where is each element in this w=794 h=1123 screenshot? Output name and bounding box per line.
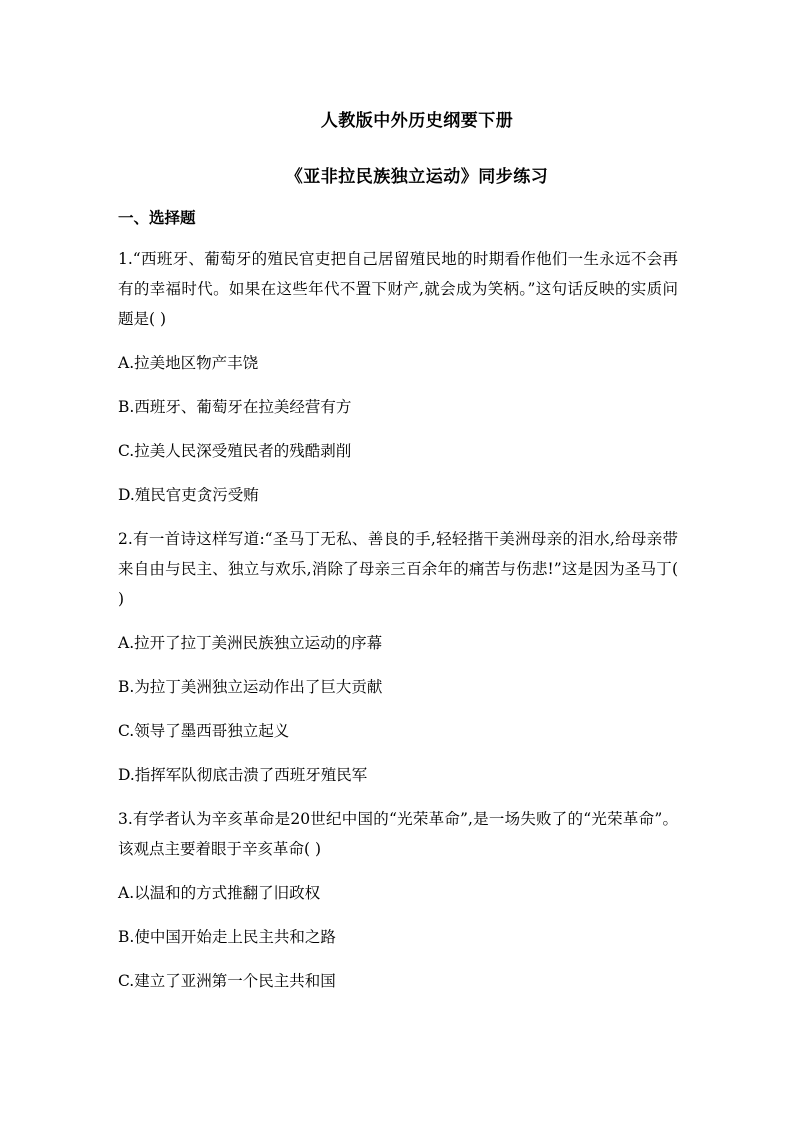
question-3 [118, 804, 678, 996]
question-2 [118, 524, 678, 790]
option-a: A.以温和的方式推翻了旧政权 [118, 884, 321, 902]
option-b: B.西班牙、葡萄牙在拉美经营有方 [118, 398, 352, 416]
option-c: C.拉美人民深受殖民者的残酷剥削 [118, 442, 352, 460]
document-title: 人教版中外历史纲要下册 [320, 111, 514, 131]
option-b: B.为拉丁美洲独立运动作出了巨大贡献 [118, 678, 383, 696]
option-b: B.使中国开始走上民主共和之路 [118, 928, 336, 946]
document-subtitle: 《亚非拉民族独立运动》同步练习 [285, 167, 549, 187]
option-c: C.领导了墨西哥独立起义 [118, 722, 290, 740]
section-heading: 一、选择题 [118, 208, 196, 227]
question-stem: 2.有一首诗这样写道:“圣马丁无私、善良的手,轻轻揩干美洲母亲的泪水,给母亲带来自由与民主、独立与欢乐,消除了母亲三百余年的痛苦与伤悲!”这是因为圣马丁( ) [118, 530, 678, 608]
option-a: A.拉美地区物产丰饶 [118, 354, 259, 372]
question-stem: 1.“西班牙、葡萄牙的殖民官吏把自己居留殖民地的时期看作他们一生永远不会再有的幸福时代。如果在这些年代不置下财产,就会成为笑柄。”这句话反映的实质问题是( ) [118, 250, 678, 328]
option-d: D.指挥军队彻底击溃了西班牙殖民军 [118, 766, 368, 784]
question-1 [118, 244, 678, 510]
question-list [118, 244, 678, 1010]
option-a: A.拉开了拉丁美洲民族独立运动的序幕 [118, 634, 383, 652]
option-c: C.建立了亚洲第一个民主共和国 [118, 972, 336, 990]
option-d: D.殖民官吏贪污受贿 [118, 486, 259, 504]
question-stem: 3.有学者认为辛亥革命是20世纪中国的“光荣革命”,是一场失败了的“光荣革命”。该观点主要着眼于辛亥革命( ) [118, 810, 678, 858]
